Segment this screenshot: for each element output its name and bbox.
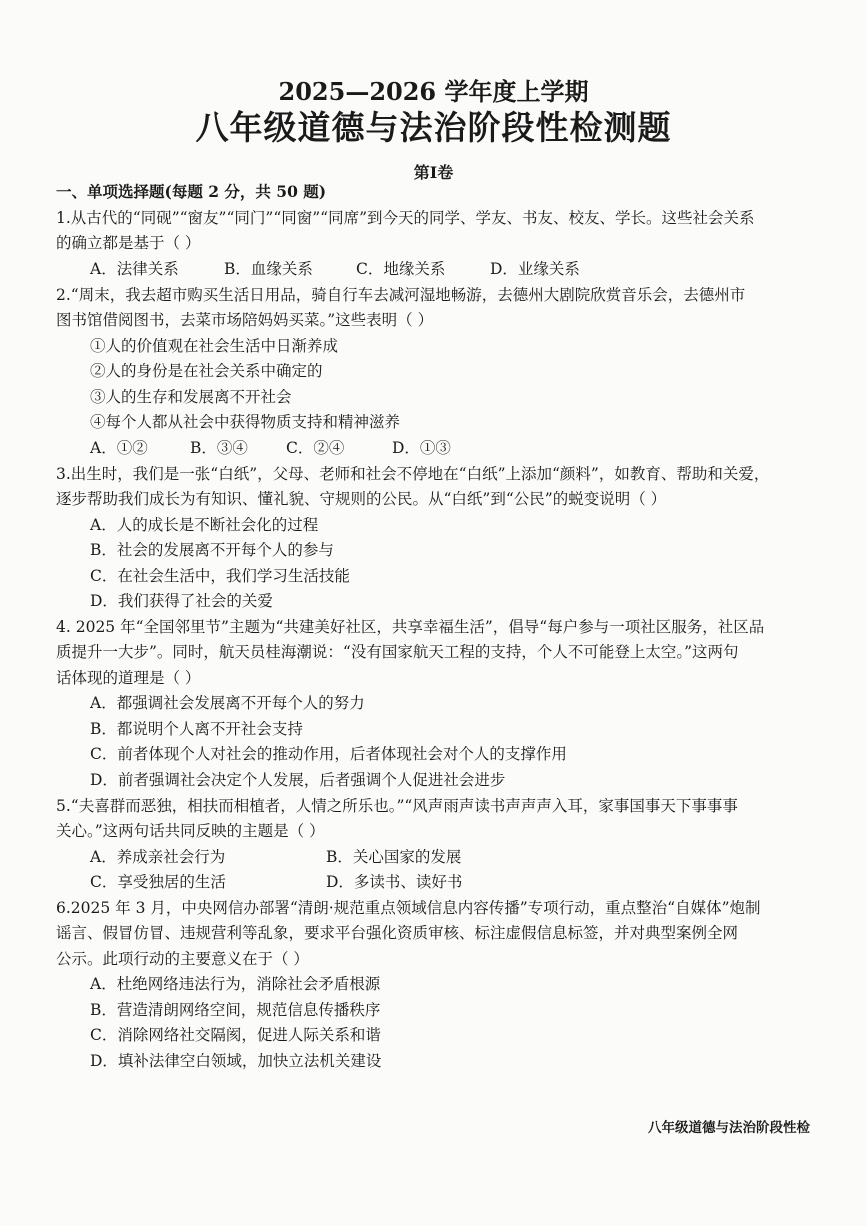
question-4-option-d: D．前者强调社会决定个人发展，后者强调个人促进社会进步 <box>90 771 506 789</box>
question-2-option-d: D．①③ <box>392 439 451 457</box>
question-3-option-a: A．人的成长是不断社会化的过程 <box>90 516 319 534</box>
question-3-option-b: B．社会的发展离不开每个人的参与 <box>90 541 334 559</box>
question-6-line-1: 6.2025 年 3 月，中央网信办部署“清朗·规范重点领域信息内容传播”专项行动，重点整治“自媒体”炮制 <box>56 899 761 917</box>
question-2-line-2: 图书馆借阅图书，去菜市场陪妈妈买菜。”这些表明（ ） <box>56 311 434 329</box>
question-4-line-2: 质提升一大步”。同时，航天员桂海潮说：“没有国家航天工程的支持，个人不可能登上太空。”这两句 <box>56 643 739 661</box>
question-1-option-c: C．地缘关系 <box>356 260 446 278</box>
question-5-option-a: A．养成亲社会行为 <box>90 848 226 866</box>
question-4-line-1: 4. 2025 年“全国邻里节”主题为“共建美好社区，共享幸福生活”，倡导“每户参与一项社区服务，社区品 <box>56 618 765 636</box>
section-heading: 一、单项选择题(每题 2 分，共 50 题) <box>56 182 327 201</box>
question-6-option-a: A．杜绝网络违法行为，消除社会矛盾根源 <box>90 975 381 993</box>
question-3-option-c: C．在社会生活中，我们学习生活技能 <box>90 567 350 585</box>
question-2-statement-2: ②人的身份是在社会关系中确定的 <box>90 362 323 380</box>
question-1-line-1: 1.从古代的“同砚”“窗友”“同门”“同窗”“同席”到今天的同学、学友、书友、校友、学长。这些社会关系 <box>56 209 755 227</box>
question-2-option-a: A．①② <box>90 439 148 457</box>
question-5-option-c: C．享受独居的生活 <box>90 873 226 891</box>
question-6-option-d: D．填补法律空白领域，加快立法机关建设 <box>90 1052 382 1070</box>
question-1-option-b: B．血缘关系 <box>224 260 313 278</box>
question-3-option-d: D．我们获得了社会的关爱 <box>90 592 273 610</box>
question-5-line-1: 5.“夫喜群而恶独，相扶而相植者，人情之所乐也。”“风声雨声读书声声声入耳，家事国事天下事事事 <box>56 797 738 815</box>
year-term-heading: 2025—2026 学年度上学期 <box>278 77 589 106</box>
question-3-line-2: 逐步帮助我们成长为有知识、懂礼貌、守规则的公民。从“白纸”到“公民”的蜕变说明（ ） <box>56 490 667 508</box>
question-6-option-c: C．消除网络社交隔阂，促进人际关系和谐 <box>90 1026 381 1044</box>
question-4-line-3: 话体现的道理是（ ） <box>56 669 201 687</box>
question-1-line-2: 的确立都是基于（ ） <box>56 234 201 252</box>
question-1-option-a: A．法律关系 <box>90 260 179 278</box>
exam-title: 八年级道德与法治阶段性检测题 <box>195 108 672 147</box>
question-2-statement-3: ③人的生存和发展离不开社会 <box>90 388 292 406</box>
question-1-option-d: D．业缘关系 <box>490 260 580 278</box>
question-4-option-a: A．都强调社会发展离不开每个人的努力 <box>90 694 365 712</box>
question-2-option-c: C．②④ <box>286 439 345 457</box>
question-2-statement-4: ④每个人都从社会中获得物质支持和精神滋养 <box>90 413 401 431</box>
question-5-option-d: D．多读书、读好书 <box>326 873 463 891</box>
question-5-line-2: 关心。”这两句话共同反映的主题是（ ） <box>56 822 325 840</box>
question-2-option-b: B．③④ <box>190 439 248 457</box>
page-footer: 八年级道德与法治阶段性检 <box>648 1120 810 1136</box>
question-3-line-1: 3.出生时，我们是一张“白纸”，父母、老师和社会不停地在“白纸”上添加“颜料”，如教育、帮助和关爱， <box>56 465 770 483</box>
question-2-line-1: 2.“周末，我去超市购买生活日用品，骑自行车去减河湿地畅游，去德州大剧院欣赏音乐会，去德州市 <box>56 286 746 304</box>
question-6-line-3: 公示。此项行动的主要意义在于（ ） <box>56 950 309 968</box>
question-5-option-b: B．关心国家的发展 <box>326 848 462 866</box>
question-6-option-b: B．营造清朗网络空间，规范信息传播秩序 <box>90 1001 381 1019</box>
question-4-option-c: C．前者体现个人对社会的推动作用，后者体现社会对个人的支撑作用 <box>90 745 567 763</box>
question-2-statement-1: ①人的价值观在社会生活中日渐养成 <box>90 337 339 355</box>
volume-label: 第Ⅰ卷 <box>413 163 454 182</box>
question-6-line-2: 谣言、假冒仿冒、违规营利等乱象，要求平台强化资质审核、标注虚假信息标签，并对典型案例全网 <box>56 924 739 942</box>
question-4-option-b: B．都说明个人离不开社会支持 <box>90 720 303 738</box>
